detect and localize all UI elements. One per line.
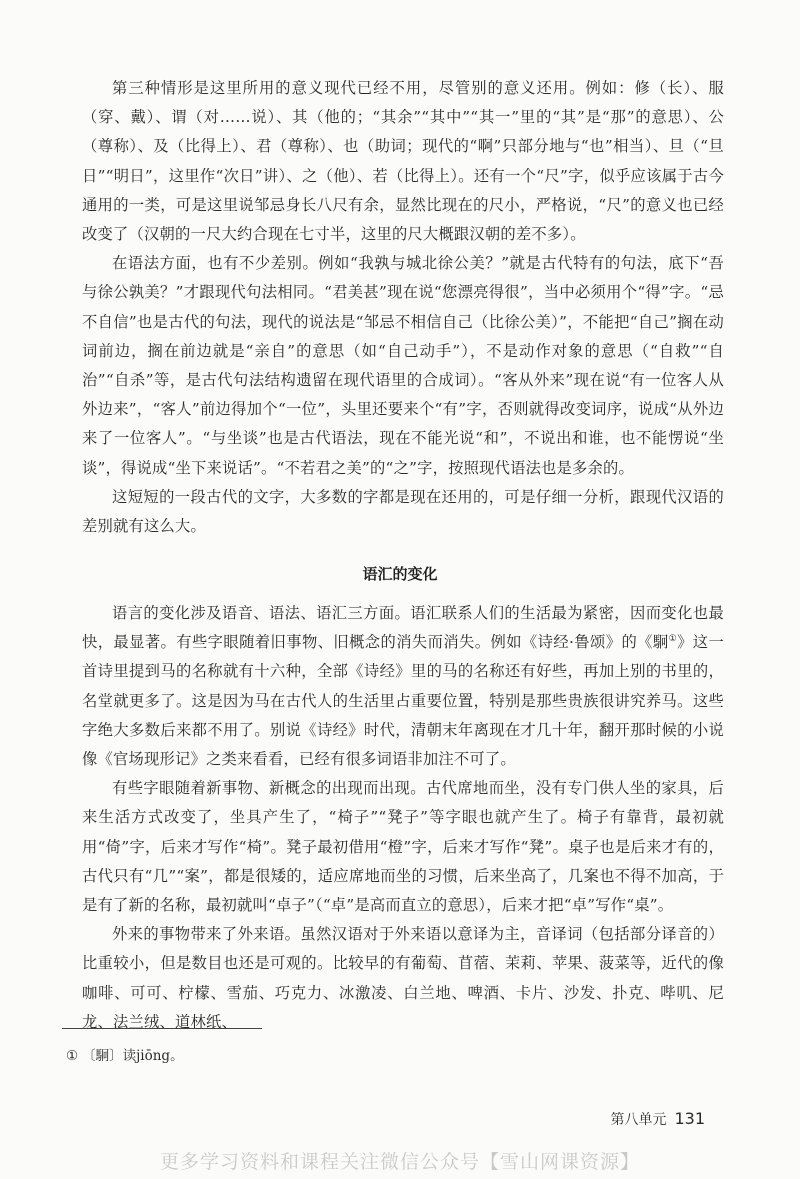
paragraph-new-words: 有些字眼随着新事物、新概念的出现而出现。古代席地而坐，没有专门供人坐的家具，后来生活方式改变了，坐具产生了，“椅子”“凳子”等字眼也就产生了。椅子有靠背，最初就用“倚”字，后来才写作“椅”。凳子最初借用“橙”字，后来才写作“凳”。桌子也是后来才有的，古代只有“几”“案”，都是很矮的，适应席地而坐的习惯，后来坐高了，几案也不得不加高，于是有了新的名称，最初就叫“卓子”（“卓”是高而直立的意思），后来才把“卓”写作“桌”。	[82, 779, 724, 915]
footnote-mark: ①	[66, 1048, 79, 1064]
page-footer	[610, 1109, 705, 1129]
section-heading: 语汇的变化	[362, 565, 438, 583]
unit-label: 第八单元	[610, 1112, 667, 1128]
paragraph-loanwords: 外来的事物带来了外来语。虽然汉语对于外来语以意译为主，音译词（包括部分译音的）比重较小，但是数目也还是可观的。比较早的有葡萄、苜蓿、茉莉、苹果、菠菜等，近代的像咖啡、可可、柠檬、雪茄、巧克力、冰激凌、白兰地、啤酒、卡片、沙发、扑克、哔叽、尼龙、法兰绒、道林纸、	[82, 925, 724, 1031]
watermark-text: 更多学习资料和课程关注微信公众号【雪山网课资源】	[159, 1151, 640, 1173]
footnote-reference: ①	[668, 634, 678, 645]
page-number: 131	[674, 1109, 705, 1128]
paragraph-summary: 这短短的一段古代的文字，大多数的字都是现在还用的，可是仔细一分析，跟现代汉语的差别就有这么大。	[82, 487, 724, 536]
footnote	[66, 1044, 184, 1064]
paragraph-meaning-change: 第三种情形是这里所用的意义现代已经不用，尽管别的意义还用。例如：修（长）、服（穿、戴）、谓（对……说）、其（他的；“其余”“其中”“其一”里的“其”是“那”的意思）、公（尊称）、及（比得上）、君（尊称）、也（助词；现代的“啊”只部分地与“也”相当）、旦（“旦日”“明日”，这里作“次日”讲）、之（他）、若（比得上）。还有一个“尺”字，似乎应该属于古今通用的一类，可是这里说邹忌身长八尺有余，显然比现在的尺小，严格说，“尺”的意义也已经改变了（汉朝的一尺大约合现在七寸半，这里的尺大概跟汉朝的差不多）。	[82, 79, 724, 244]
body-text-top	[82, 74, 724, 541]
footnote-divider	[62, 1028, 262, 1029]
paragraph-vocabulary-intro	[82, 599, 724, 774]
paragraph-vocabulary-intro-end: 》这一首诗里提到马的名称就有十六种，全部《诗经》里的马的名称还有好些，再加上别的书里的，名堂就更多了。这是因为马在古代人的生活里占重要位置，特别是那些贵族很讲究养马。这些字绝大多数后来都不用了。别说《诗经》时代，清朝末年离现在才几十年，翻开那时候的小说像《官场现形记》之类来看看，已经有很多词语非加注不可了。	[82, 633, 724, 769]
footnote-text: 〔駉〕读jiōng。	[82, 1048, 184, 1064]
body-text-bottom	[82, 599, 724, 1037]
paragraph-vocabulary-intro-start: 语言的变化涉及语音、语法、语汇三方面。语汇联系人们的生活最为紧密，因而变化也最快，最显著。有些字眼随着旧事物、旧概念的消失而消失。例如《诗经·鲁颂》的《駉	[82, 604, 724, 652]
paragraph-grammar-difference: 在语法方面，也有不少差别。例如“我孰与城北徐公美？”就是古代特有的句法，底下“吾与徐公孰美？”才跟现代句法相同。“君美甚”现在说“您漂亮得很”，当中必须用个“得”字。“忌不自信”也是古代的句法，现代的说法是“邹忌不相信自己（比徐公美）”，不能把“自己”搁在动词前边，搁在前边就是“亲自”的意思（如“自己动手”），不是动作对象的意思（“自救”“自治”“自杀”等，是古代句法结构遗留在现代语里的合成词）。“客从外来”现在说“有一位客人从外边来”，“客人”前边得加个“一位”，头里还要来个“有”字，否则就得改变词序，说成“从外边来了一位客人”。“与坐谈”也是古代语法，现在不能光说“和”，不说出和谁，也不能愣说“坐谈”，得说成“坐下来说话”。“不若君之美”的“之”字，按照现代语法也是多余的。	[82, 254, 724, 477]
